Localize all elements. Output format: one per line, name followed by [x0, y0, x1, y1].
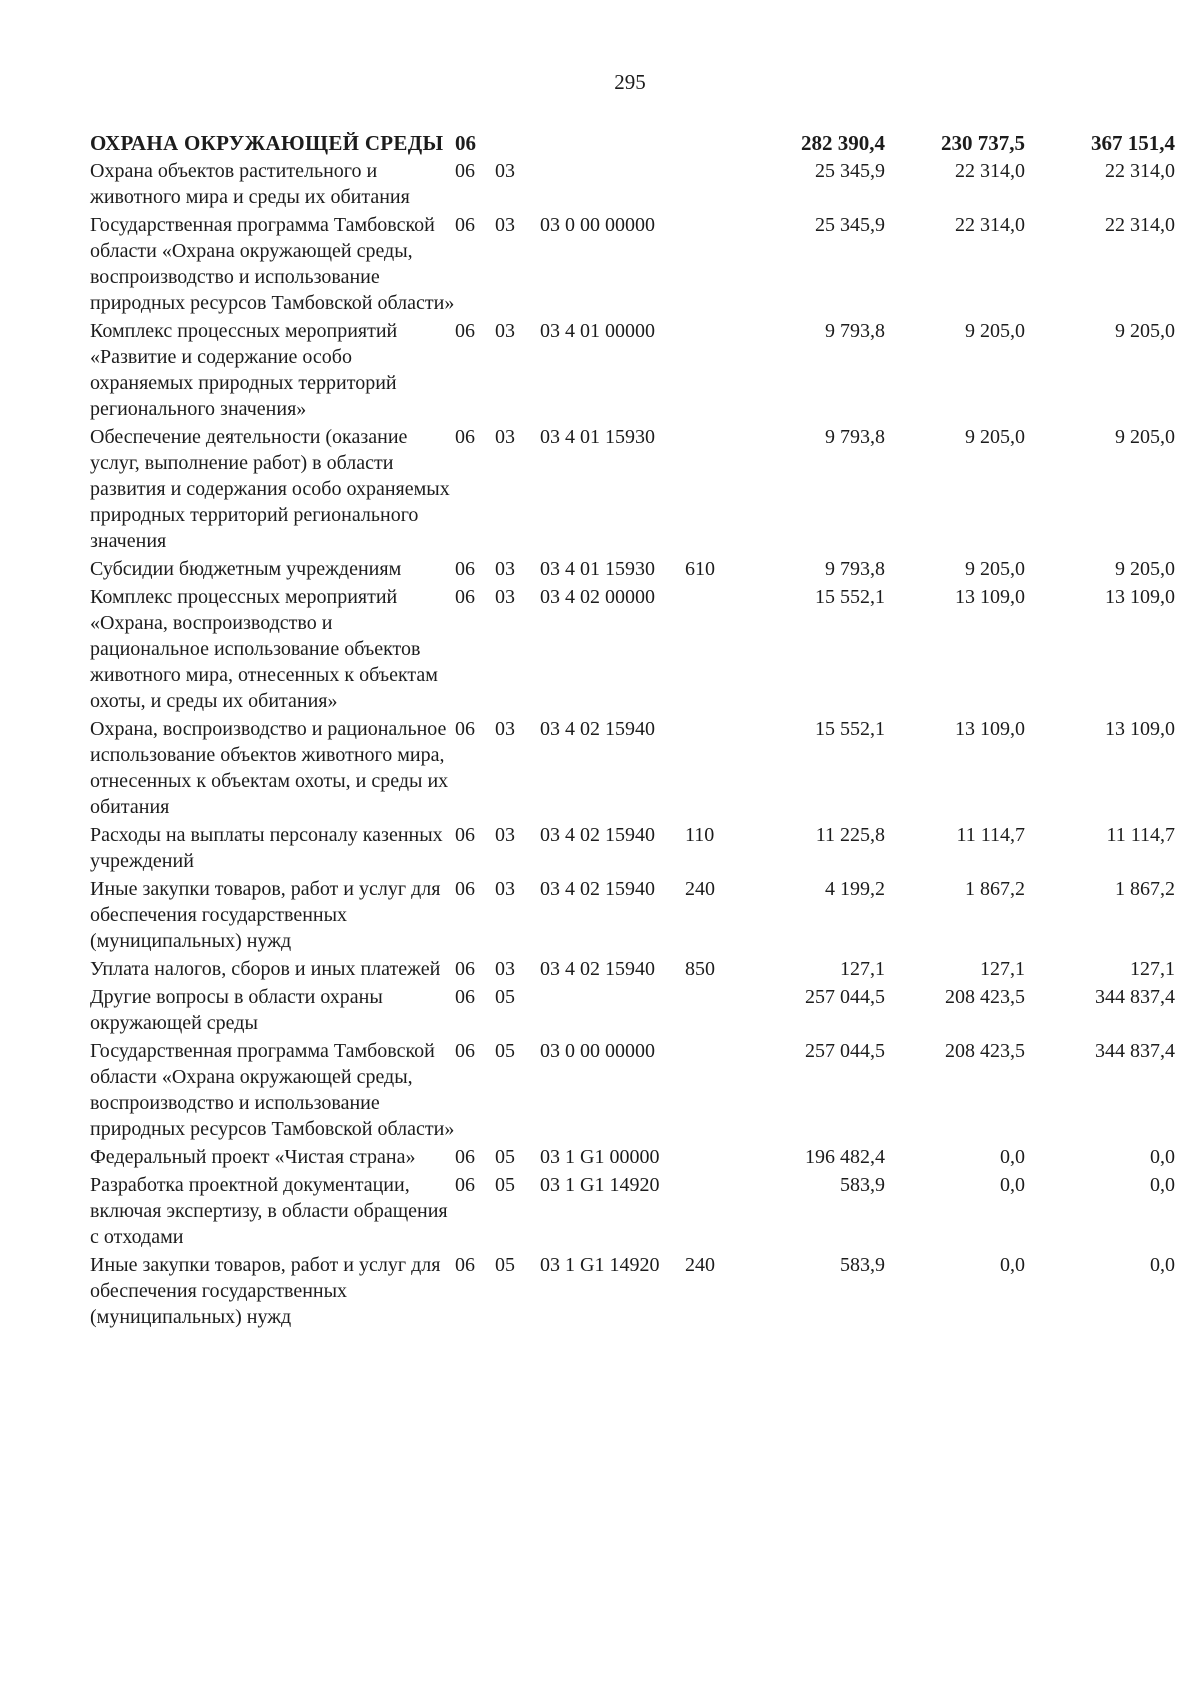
- section-code: 06: [455, 878, 475, 900]
- amount-year-2: 1 867,2: [965, 878, 1025, 900]
- subsection-code: 03: [495, 824, 515, 846]
- expense-type-code: [685, 316, 735, 422]
- amount-year-2: 9 205,0: [965, 320, 1025, 342]
- section-code: 06: [455, 558, 475, 580]
- expense-type-code: 610: [685, 558, 715, 580]
- table-row: [90, 128, 1175, 156]
- subsection-code: 05: [495, 1174, 515, 1196]
- amount-year-2: 9 205,0: [965, 426, 1025, 448]
- expense-type-code: [685, 156, 735, 210]
- expense-type-code: [685, 1036, 735, 1142]
- target-article-code: 03 0 00 00000: [540, 1040, 655, 1062]
- target-article-code: 03 4 02 15940: [540, 718, 655, 740]
- subsection-code: 03: [495, 214, 515, 236]
- table-row: [90, 422, 1175, 554]
- amount-year-2: 22 314,0: [955, 214, 1025, 236]
- subsection-code: 03: [495, 320, 515, 342]
- subsection-code: [495, 128, 540, 156]
- expense-type-code: [685, 582, 735, 714]
- amount-year-1: 15 552,1: [815, 718, 885, 740]
- table-row: [90, 210, 1175, 316]
- amount-year-1: 4 199,2: [825, 878, 885, 900]
- amount-year-2: 22 314,0: [955, 160, 1025, 182]
- section-code: 06: [455, 586, 475, 608]
- target-article-code: 03 4 02 00000: [540, 586, 655, 608]
- section-code: 06: [455, 986, 475, 1008]
- table-row: [90, 554, 1175, 582]
- row-name: Расходы на выплаты персоналу казенных учреждений: [90, 824, 443, 872]
- row-name: Другие вопросы в области охраны окружающей среды: [90, 986, 383, 1034]
- expense-type-code: 850: [685, 958, 715, 980]
- row-name: Субсидии бюджетным учреждениям: [90, 558, 402, 580]
- target-article-code: 03 4 01 15930: [540, 426, 655, 448]
- amount-year-2: 0,0: [1000, 1146, 1025, 1168]
- amount-year-3: 367 151,4: [1091, 131, 1175, 155]
- amount-year-3: 1 867,2: [1115, 878, 1175, 900]
- amount-year-3: 22 314,0: [1105, 214, 1175, 236]
- table-row: [90, 820, 1175, 874]
- expense-type-code: 240: [685, 878, 715, 900]
- row-name: Государственная программа Тамбовской области «Охрана окружающей среды, воспроизводство и использование природных ресурсов Тамбовской области»: [90, 1040, 455, 1140]
- amount-year-3: 13 109,0: [1105, 586, 1175, 608]
- expense-type-code: [685, 210, 735, 316]
- subsection-code: 03: [495, 586, 515, 608]
- section-code: 06: [455, 320, 475, 342]
- subsection-code: 05: [495, 1146, 515, 1168]
- amount-year-1: 282 390,4: [801, 131, 885, 155]
- section-code: 06: [455, 1174, 475, 1196]
- table-row: [90, 1142, 1175, 1170]
- subsection-code: 03: [495, 160, 515, 182]
- amount-year-3: 344 837,4: [1095, 986, 1175, 1008]
- target-article-code: 03 1 G1 14920: [540, 1174, 660, 1196]
- section-code: 06: [455, 426, 475, 448]
- table-row: [90, 874, 1175, 954]
- row-name: Обеспечение деятельности (оказание услуг, выполнение работ) в области развития и содержания особо охраняемых природных территорий регионального значения: [90, 426, 450, 552]
- section-code: 06: [455, 214, 475, 236]
- amount-year-2: 230 737,5: [941, 131, 1025, 155]
- table-row: [90, 982, 1175, 1036]
- amount-year-1: 11 225,8: [815, 824, 885, 846]
- target-article-code: 03 4 01 00000: [540, 320, 655, 342]
- expense-type-code: [685, 982, 735, 1036]
- amount-year-3: 9 205,0: [1115, 558, 1175, 580]
- expense-type-code: 240: [685, 1254, 715, 1276]
- amount-year-2: 9 205,0: [965, 558, 1025, 580]
- amount-year-1: 127,1: [840, 958, 885, 980]
- row-name: Уплата налогов, сборов и иных платежей: [90, 958, 441, 980]
- amount-year-1: 583,9: [840, 1254, 885, 1276]
- table-row: [90, 1250, 1175, 1330]
- row-name: Иные закупки товаров, работ и услуг для обеспечения государственных (муниципальных) нужд: [90, 878, 441, 952]
- amount-year-1: 9 793,8: [825, 558, 885, 580]
- amount-year-1: 15 552,1: [815, 586, 885, 608]
- amount-year-3: 0,0: [1150, 1254, 1175, 1276]
- budget-table-body: [90, 128, 1175, 1330]
- amount-year-1: 257 044,5: [805, 986, 885, 1008]
- section-code: 06: [455, 131, 476, 155]
- subsection-code: 05: [495, 1040, 515, 1062]
- target-article-code: 03 1 G1 14920: [540, 1254, 660, 1276]
- amount-year-3: 13 109,0: [1105, 718, 1175, 740]
- table-row: [90, 1170, 1175, 1250]
- subsection-code: 03: [495, 426, 515, 448]
- expense-type-code: [685, 1170, 735, 1250]
- section-code: 06: [455, 1146, 475, 1168]
- amount-year-1: 257 044,5: [805, 1040, 885, 1062]
- table-row: [90, 1036, 1175, 1142]
- amount-year-3: 11 114,7: [1106, 824, 1175, 846]
- row-name: ОХРАНА ОКРУЖАЮЩЕЙ СРЕДЫ: [90, 131, 444, 155]
- subsection-code: 05: [495, 986, 515, 1008]
- amount-year-3: 127,1: [1130, 958, 1175, 980]
- subsection-code: 03: [495, 718, 515, 740]
- section-code: 06: [455, 1040, 475, 1062]
- amount-year-3: 9 205,0: [1115, 320, 1175, 342]
- target-article-code: 03 1 G1 00000: [540, 1146, 660, 1168]
- section-code: 06: [455, 718, 475, 740]
- row-name: Охрана, воспроизводство и рациональное использование объектов животного мира, отнесенных к объектам охоты, и среды их обитания: [90, 718, 449, 818]
- target-article-code: [540, 128, 685, 156]
- target-article-code: 03 4 02 15940: [540, 958, 655, 980]
- target-article-code: 03 4 02 15940: [540, 824, 655, 846]
- subsection-code: 03: [495, 878, 515, 900]
- subsection-code: 03: [495, 958, 515, 980]
- target-article-code: 03 4 02 15940: [540, 878, 655, 900]
- target-article-code: [540, 982, 685, 1036]
- target-article-code: 03 4 01 15930: [540, 558, 655, 580]
- budget-table: [90, 128, 1175, 1330]
- row-name: Разработка проектной документации, включая экспертизу, в области обращения с отходами: [90, 1174, 448, 1248]
- row-name: Охрана объектов растительного и животного мира и среды их обитания: [90, 160, 410, 208]
- amount-year-1: 25 345,9: [815, 214, 885, 236]
- table-row: [90, 954, 1175, 982]
- expense-type-code: [685, 714, 735, 820]
- expense-type-code: [685, 422, 735, 554]
- expense-type-code: [685, 1142, 735, 1170]
- amount-year-2: 11 114,7: [956, 824, 1025, 846]
- amount-year-3: 22 314,0: [1105, 160, 1175, 182]
- amount-year-1: 9 793,8: [825, 320, 885, 342]
- section-code: 06: [455, 1254, 475, 1276]
- target-article-code: 03 0 00 00000: [540, 214, 655, 236]
- row-name: Государственная программа Тамбовской области «Охрана окружающей среды, воспроизводство и использование природных ресурсов Тамбовской области»: [90, 214, 455, 314]
- amount-year-2: 208 423,5: [945, 986, 1025, 1008]
- section-code: 06: [455, 160, 475, 182]
- amount-year-2: 0,0: [1000, 1254, 1025, 1276]
- target-article-code: [540, 156, 685, 210]
- expense-type-code: [685, 128, 735, 156]
- amount-year-3: 344 837,4: [1095, 1040, 1175, 1062]
- row-name: Комплекс процессных мероприятий «Развитие и содержание особо охраняемых природных территорий регионального значения»: [90, 320, 398, 420]
- table-row: [90, 316, 1175, 422]
- row-name: Комплекс процессных мероприятий «Охрана, воспроизводство и рациональное использование объектов животного мира, отнесенных к объектам охоты, и среды их обитания»: [90, 586, 438, 712]
- amount-year-3: 9 205,0: [1115, 426, 1175, 448]
- table-row: [90, 582, 1175, 714]
- amount-year-3: 0,0: [1150, 1146, 1175, 1168]
- row-name: Иные закупки товаров, работ и услуг для обеспечения государственных (муниципальных) нужд: [90, 1254, 441, 1328]
- amount-year-1: 9 793,8: [825, 426, 885, 448]
- amount-year-2: 127,1: [980, 958, 1025, 980]
- amount-year-3: 0,0: [1150, 1174, 1175, 1196]
- table-row: [90, 714, 1175, 820]
- amount-year-2: 13 109,0: [955, 718, 1025, 740]
- subsection-code: 05: [495, 1254, 515, 1276]
- row-name: Федеральный проект «Чистая страна»: [90, 1146, 416, 1168]
- page-number: 295: [614, 70, 646, 94]
- amount-year-2: 0,0: [1000, 1174, 1025, 1196]
- section-code: 06: [455, 824, 475, 846]
- amount-year-2: 208 423,5: [945, 1040, 1025, 1062]
- amount-year-2: 13 109,0: [955, 586, 1025, 608]
- expense-type-code: 110: [685, 824, 715, 846]
- amount-year-1: 25 345,9: [815, 160, 885, 182]
- section-code: 06: [455, 958, 475, 980]
- amount-year-1: 196 482,4: [805, 1146, 885, 1168]
- amount-year-1: 583,9: [840, 1174, 885, 1196]
- table-row: [90, 156, 1175, 210]
- subsection-code: 03: [495, 558, 515, 580]
